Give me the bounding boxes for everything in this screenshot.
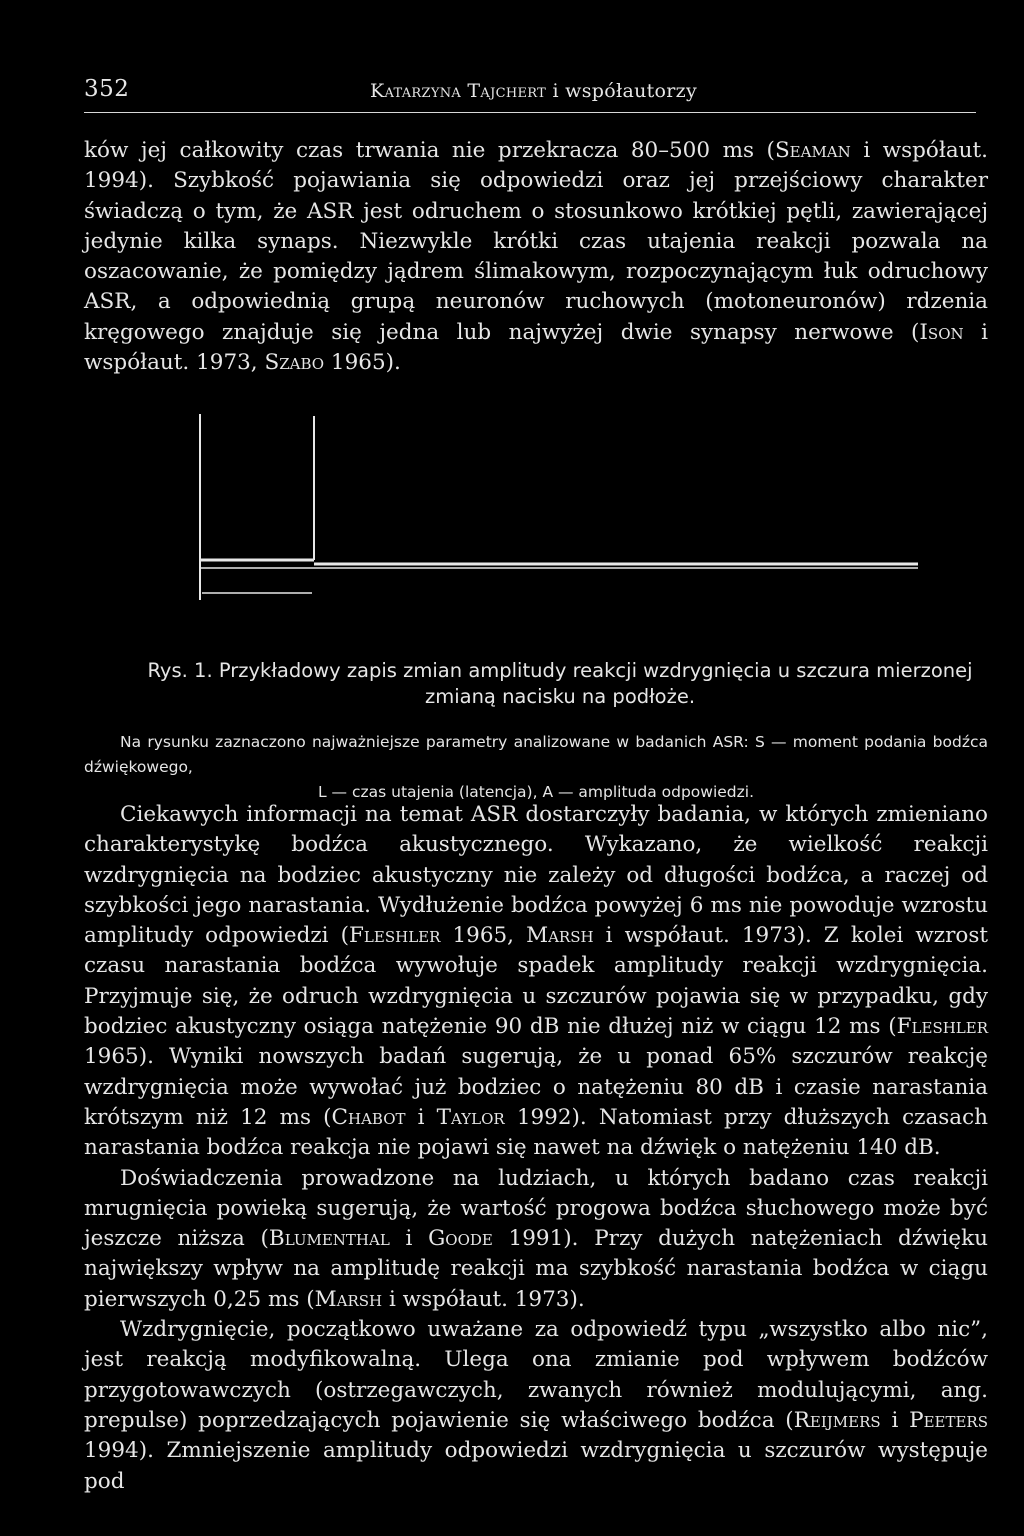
citation: Chabot xyxy=(331,1104,406,1130)
figure-startle-trace xyxy=(190,404,930,604)
paragraph-2: Ciekawych informacji na temat ASR dostarczyły badania, w których zmieniano charakterystykę bodźca akustycznego. Wykazano, że wielkość reakcji wzdrygnięcia na bodziec akustyczny nie zależy od długości bodźca, a raczej od szybkości jego narastania. Wydłużenie bodźca powyżej 6 ms nie powoduje wzrostu amplitudy odpowiedzi (Fleshler 1965, Marsh i współaut. 1973). Z kolei wzrost czasu narastania bodźca wywołuje spadek amplitudy reakcji wzdrygnięcia. Przyjmuje się, że odruch wzdrygnięcia u szczurów pojawia się w przypadku, gdy bodziec akustyczny osiąga natężenie 90 dB nie dłużej niż w ciągu 12 ms (Fleshler 1965). Wyniki nowszych badań sugerują, że u ponad 65% szczurów reakcję wzdrygnięcia może wywołać już bodziec o natężeniu 80 dB i czasie narastania krótszym niż 12 ms (Chabot i Taylor 1992). Natomiast przy dłuższych czasach narastania bodźca reakcja nie pojawi się nawet na dźwięk o natężeniu 140 dB. xyxy=(84,802,989,1161)
citation: Marsh xyxy=(314,1286,383,1312)
body-text xyxy=(84,800,988,1497)
citation: Ison xyxy=(919,319,964,345)
header-author: Katarzyna Tajchert xyxy=(370,80,547,102)
paragraph-4: Wzdrygnięcie, początkowo uważane za odpowiedź typu „wszystko albo nic”, jest reakcją modyfikowalną. Ulega ona zmianie pod wpływem bodźców przygotowawczych (ostrzegawczych, zwanych również modulującymi, ang. prepulse) poprzedzających pojawienie się właściwego bodźca (Reijmers i Peeters 1994). Zmniejszenie amplitudy odpowiedzi wzdrygnięcia u szczurów występuje pod xyxy=(84,1317,988,1494)
header-author-suffix: i współautorzy xyxy=(546,80,698,102)
paragraph-1 xyxy=(84,136,988,378)
figure-note xyxy=(84,730,988,805)
figure-note-line1: Na rysunku zaznaczono najważniejsze parametry analizowane w badanich ASR: S — moment podania bodźca dźwiękowego, xyxy=(84,733,988,776)
paragraph-3: Doświadczenia prowadzone na ludziach, u których badano czas reakcji mrugnięcia powieką sugerują, że wartość progowa bodźca słuchowego może być jeszcze niższa (Blumenthal i Goode 1991). Przy dużych natężeniach dźwięku największy wpływ na amplitudę reakcji ma szybkość narastania bodźca w ciągu pierwszych 0,25 ms (Marsh i współaut. 1973). xyxy=(84,1165,988,1312)
figure-note-line2: L — czas utajenia (latencja), A — amplituda odpowiedzi. xyxy=(317,783,754,801)
citation: Peeters xyxy=(909,1407,988,1433)
citation: Reijmers xyxy=(793,1407,881,1433)
citation: Fleshler xyxy=(896,1014,988,1040)
figure-caption: Rys. 1. Przykładowy zapis zmian amplitudy reakcji wzdrygnięcia u szczura mierzonej zmianą nacisku na podłoże. xyxy=(147,659,973,708)
citation: Fleshler xyxy=(349,923,441,949)
running-title xyxy=(370,80,697,102)
citation: Seaman xyxy=(774,138,851,163)
paragraph-1-text: ków jej całkowity czas trwania nie przekracza 80–500 ms (Seaman i współaut. 1994). Szybkość pojawiania się odpowiedzi oraz jej przejściowy charakter świadczą o tym, że ASR jest odruchem o stosunkowo krótkiej pętli, zawierającej jedynie kilka synaps. Niezwykle krótki czas utajenia reakcji pozwala na oszacowanie, że pomiędzy jądrem ślimakowym, rozpoczynającym łuk odruchowy ASR, a odpowiednią grupą neuronów ruchowych (motoneuronów) rdzenia kręgowego znajduje się jedna lub najwyżej dwie synapsy nerwowe (Ison i współaut. 1973, Szabo 1965). xyxy=(84,138,988,376)
citation: Marsh xyxy=(526,923,594,949)
page-number: 352 xyxy=(84,76,130,102)
citation: Szabo xyxy=(264,350,325,376)
running-header xyxy=(84,74,976,113)
citation: Taylor xyxy=(436,1104,505,1130)
citation: Goode xyxy=(428,1226,493,1252)
citation: Blumenthal xyxy=(268,1226,390,1252)
